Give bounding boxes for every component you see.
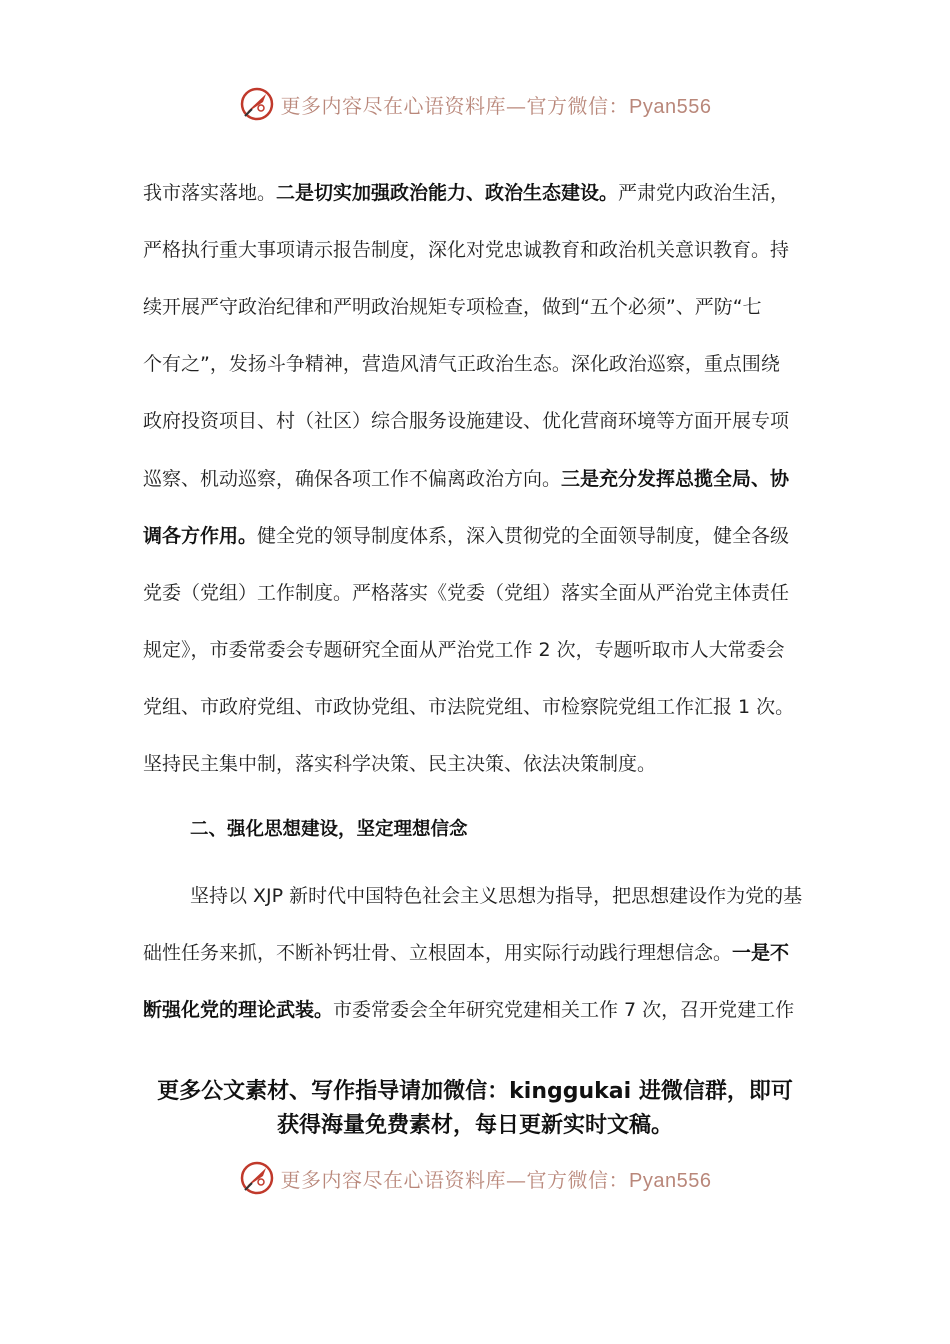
bold-text: 调各方作用。 [143, 525, 258, 547]
text-segment: 严格执行重大事项请示报告制度，深化对党忠诚教育和政治机关意识教育。持 [143, 239, 790, 261]
text-line [143, 938, 789, 968]
text-segment: 巡察、机动巡察，确保各项工作不偏离政治方向。 [143, 468, 562, 490]
section-heading: 二、强化思想建设，坚定理想信念 [190, 819, 468, 840]
text-segment: 政府投资项目、村（社区）综合服务设施建设、优化营商环境等方面开展专项 [143, 410, 790, 432]
text-line [143, 635, 785, 665]
bold-text: 断强化党的理论武装。 [143, 999, 334, 1021]
text-line [143, 406, 789, 436]
text-segment: 健全党的领导制度体系，深入贯彻党的全面领导制度，健全各级 [257, 525, 790, 547]
text-segment: 严肃党内政治生活， [618, 182, 790, 204]
text-line [143, 349, 780, 379]
text-line [143, 292, 762, 322]
text-line [143, 521, 789, 551]
text-segment: 个有之”，发扬斗争精神，营造风清气正政治生态。深化政治巡察，重点围绕 [143, 353, 780, 375]
quill-logo-icon [239, 1160, 275, 1196]
bold-text: 三是充分发挥总揽全局、协 [561, 468, 790, 490]
text-segment: 坚持民主集中制，落实科学决策、民主决策、依法决策制度。 [143, 753, 657, 775]
promo-line-1: 更多公文素材、写作指导请加微信：kinggukai 进微信群，即可 [157, 1079, 793, 1104]
quill-logo-icon [239, 86, 275, 122]
bold-text: 一是不 [732, 942, 790, 964]
text-segment: 规定》，市委常委会专题研究全面从严治党工作 2 次，专题听取市人大常委会 [143, 639, 785, 661]
text-line [143, 178, 789, 208]
text-line [143, 464, 789, 494]
text-line [143, 692, 794, 722]
footer-banner [0, 1156, 950, 1200]
text-line [190, 881, 802, 911]
footer-banner-wechat: Pyan556 [629, 1169, 712, 1192]
text-segment: 坚持以 XJP 新时代中国特色社会主义思想为指导，把思想建设作为党的基 [190, 885, 803, 907]
promo-line-2: 获得海量免费素材，每日更新实时文稿。 [276, 1113, 673, 1138]
text-line [143, 749, 656, 779]
header-banner-text: 更多内容尽在心语资料库—官方微信：Pyan556 [280, 93, 712, 118]
footer-banner-text: 更多内容尽在心语资料库—官方微信：Pyan556 [280, 1167, 712, 1192]
text-line [143, 578, 789, 608]
text-line [143, 995, 794, 1025]
text-segment: 续开展严守政治纪律和严明政治规矩专项检查，做到“五个必须”、严防“七 [143, 296, 762, 318]
text-segment: 市委常委会全年研究党建相关工作 7 次，召开党建工作 [333, 999, 795, 1021]
header-banner [0, 82, 950, 126]
text-segment: 党组、市政府党组、市政协党组、市法院党组、市检察院党组工作汇报 1 次。 [143, 696, 795, 718]
text-segment: 我市落实落地。 [143, 182, 277, 204]
bold-text: 二是切实加强政治能力、政治生态建设。 [276, 182, 619, 204]
text-line [143, 235, 789, 265]
header-banner-wechat: Pyan556 [629, 95, 712, 118]
text-segment: 党委（党组）工作制度。严格落实《党委（党组）落实全面从严治党主体责任 [143, 582, 790, 604]
text-segment: 础性任务来抓，不断补钙壮骨、立根固本，用实际行动践行理想信念。 [143, 942, 733, 964]
